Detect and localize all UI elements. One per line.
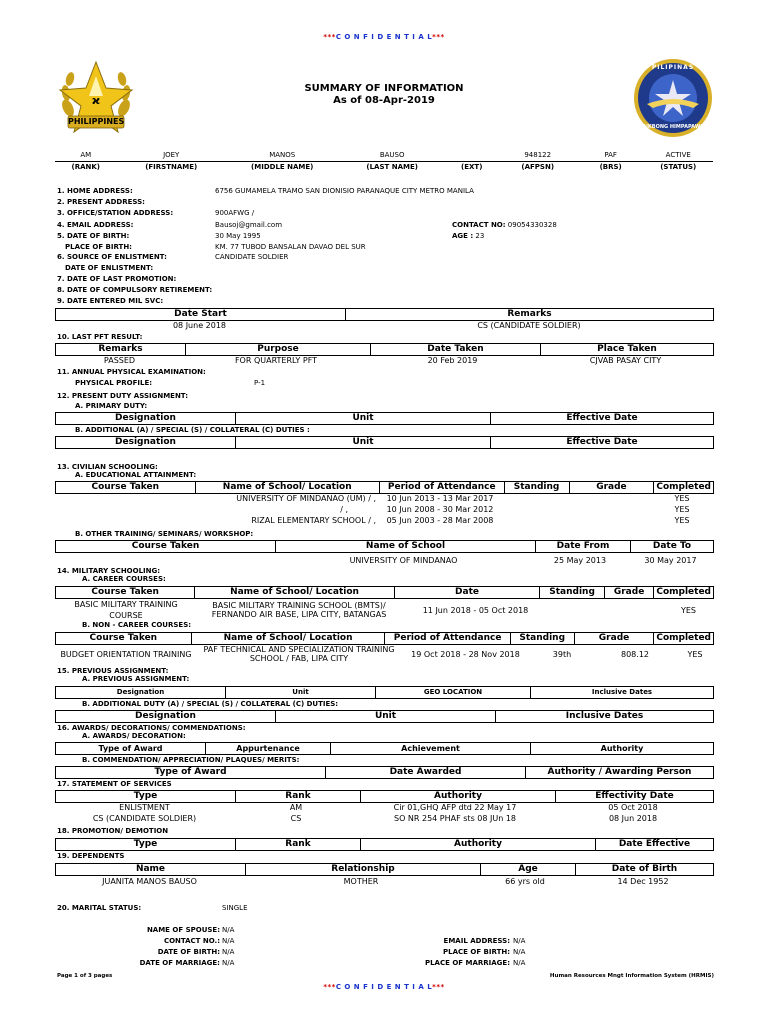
marriage-date-value: N/A bbox=[222, 959, 235, 967]
col-type: Type bbox=[56, 839, 236, 851]
col-designation: Designation bbox=[56, 711, 276, 723]
col-date-start: Date Start bbox=[56, 309, 346, 321]
col-course: Course Taken bbox=[56, 587, 195, 599]
awards-header bbox=[55, 742, 714, 755]
ext-value bbox=[446, 150, 498, 162]
email-value: Bausoj@gmail.com bbox=[215, 221, 283, 229]
email-label: 4. EMAIL ADDRESS: bbox=[57, 221, 134, 229]
cell: 66 yrs old bbox=[505, 877, 545, 886]
cell: CJVAB PASAY CITY bbox=[589, 356, 662, 365]
cell: BASIC MILITARY TRAINING COURSE bbox=[74, 600, 178, 620]
cell: / , bbox=[340, 505, 348, 514]
cell bbox=[55, 555, 274, 566]
col-unit: Unit bbox=[236, 413, 491, 425]
confidential-footer: ***C O N F I D E N T I A L*** bbox=[323, 983, 445, 991]
home-address-label: 1. HOME ADDRESS: bbox=[57, 187, 133, 195]
retire-label: 8. DATE OF COMPULSORY RETIREMENT: bbox=[57, 286, 213, 294]
cell: 08 June 2018 bbox=[172, 321, 227, 330]
cell: SO NR 254 PHAF sts 08 JUn 18 bbox=[393, 814, 517, 823]
col-type: Type of Award bbox=[56, 743, 206, 755]
duty-label: 12. PRESENT DUTY ASSIGNMENT: bbox=[57, 392, 189, 400]
col-designation: Designation bbox=[56, 437, 236, 449]
cell bbox=[566, 515, 650, 526]
prev-add-header bbox=[55, 710, 714, 723]
cell: YES bbox=[674, 516, 690, 525]
col-designation: Designation bbox=[56, 413, 236, 425]
awards-b-label: B. COMMENDATION/ APPRECIATION/ PLAQUES/ MERITS: bbox=[82, 756, 300, 764]
cell: PAF TECHNICAL AND SPECIALIZATION TRAINING SCHOOL / FAB, LIPA CITY bbox=[203, 645, 395, 663]
cell: 808.12 bbox=[621, 649, 649, 659]
cell: 20 Feb 2019 bbox=[427, 356, 478, 365]
other-training-label: B. OTHER TRAINING/ SEMINARS/ WORKSHOP: bbox=[75, 530, 254, 538]
edu-label: A. EDUCATIONAL ATTAINMENT: bbox=[75, 471, 197, 479]
page-subtitle: As of 08-Apr-2019 bbox=[333, 95, 435, 106]
col-authority: Authority bbox=[361, 791, 556, 803]
office-value: 900AFWG / bbox=[215, 209, 255, 217]
cell bbox=[566, 493, 650, 504]
spouse-email-value: N/A bbox=[513, 937, 526, 945]
age-label: AGE : bbox=[452, 232, 474, 240]
cell bbox=[55, 515, 194, 526]
career-header bbox=[55, 586, 714, 599]
cell: 05 Oct 2018 bbox=[608, 803, 658, 812]
spouse-contact-value: N/A bbox=[222, 937, 235, 945]
col-purpose: Purpose bbox=[186, 344, 371, 356]
rank-value: AM bbox=[80, 151, 92, 159]
col-completed: Completed bbox=[654, 633, 714, 645]
col-unit: Unit bbox=[236, 437, 491, 449]
spouse-value: N/A bbox=[222, 926, 235, 934]
table-row bbox=[55, 813, 714, 824]
pob-value: KM. 77 TUBOD BANSALAN DAVAO DEL SUR bbox=[215, 243, 366, 251]
contact-value: 09054330328 bbox=[507, 221, 557, 229]
col-date-effective: Date Effective bbox=[596, 839, 714, 851]
table-row bbox=[55, 802, 714, 813]
cell: MOTHER bbox=[343, 877, 379, 886]
cell: 25 May 2013 bbox=[553, 556, 607, 565]
mil-svc-label: 9. DATE ENTERED MIL SVC: bbox=[57, 297, 164, 305]
table-row bbox=[55, 493, 714, 504]
col-unit: Unit bbox=[276, 711, 496, 723]
spouse-pob-value: N/A bbox=[513, 948, 526, 956]
cell: Cir 01,GHQ AFP dtd 22 May 17 bbox=[393, 803, 517, 812]
contact-label: CONTACT NO: bbox=[452, 221, 506, 229]
col-school: Name of School/ Location bbox=[195, 587, 394, 599]
table-row bbox=[55, 515, 714, 526]
cell: UNIVERSITY OF MINDANAO (UM) / , bbox=[236, 494, 376, 503]
other-training-row bbox=[55, 555, 714, 566]
col-achievement: Achievement bbox=[331, 743, 531, 755]
col-remarks: Remarks bbox=[346, 309, 714, 321]
doe-label: DATE OF ENLISTMENT: bbox=[65, 264, 154, 272]
additional-duty-table bbox=[55, 436, 714, 449]
awards-a-label: A. AWARDS/ DECORATION: bbox=[82, 732, 186, 740]
spouse-email-label: EMAIL ADDRESS: bbox=[443, 937, 510, 945]
cell: 08 Jun 2018 bbox=[608, 814, 658, 823]
col-authority: Authority bbox=[361, 839, 596, 851]
lastname-value: BAUSO bbox=[379, 151, 405, 159]
spouse-pob-label: PLACE OF BIRTH: bbox=[443, 948, 510, 956]
col-completed: Completed bbox=[654, 587, 714, 599]
cell: CS (CANDIDATE SOLDIER) bbox=[477, 321, 581, 330]
table-row bbox=[55, 504, 714, 515]
edu-rows bbox=[55, 493, 714, 526]
afpsn-value: 948122 bbox=[524, 151, 552, 159]
logo-banner-text: PHILIPPINES bbox=[68, 117, 125, 126]
mil-svc-row bbox=[55, 320, 714, 331]
system-name: Human Resources Mngt Information System (HRMIS) bbox=[549, 973, 714, 979]
cell: 11 Jun 2018 - 05 Oct 2018 bbox=[422, 605, 529, 615]
cell bbox=[566, 504, 650, 515]
col-standing: Standing bbox=[540, 587, 604, 599]
middlename-value: MANOS bbox=[269, 151, 296, 159]
spouse-dob-label: DATE OF BIRTH: bbox=[157, 948, 220, 956]
cell bbox=[55, 504, 194, 515]
age-value: 23 bbox=[475, 232, 485, 240]
col-effective-date: Effective Date bbox=[491, 413, 714, 425]
cell: YES bbox=[687, 649, 703, 659]
col-remarks: Remarks bbox=[56, 344, 186, 356]
identity-table bbox=[55, 150, 713, 173]
col-course: Course Taken bbox=[56, 541, 276, 553]
firstname-value: JOEY bbox=[163, 151, 180, 159]
philippines-logo bbox=[56, 58, 136, 140]
cell bbox=[502, 504, 566, 515]
firstname-label: (FIRSTNAME) bbox=[145, 163, 198, 171]
cell: 05 Jun 2003 - 28 Mar 2008 bbox=[386, 516, 494, 525]
promotion-header bbox=[55, 838, 714, 851]
cell: UNIVERSITY OF MINDANAO bbox=[349, 556, 458, 565]
brs-label: (BRS) bbox=[599, 163, 622, 171]
dob-label: 5. DATE OF BIRTH: bbox=[57, 232, 130, 240]
office-label: 3. OFFICE/STATION ADDRESS: bbox=[57, 209, 174, 217]
col-date-awarded: Date Awarded bbox=[326, 767, 526, 779]
col-type: Type of Award bbox=[56, 767, 326, 779]
col-standing: Standing bbox=[504, 482, 569, 494]
marriage-place-label: PLACE OF MARRIAGE: bbox=[424, 959, 510, 967]
col-authority: Authority / Awarding Person bbox=[526, 767, 714, 779]
col-school: Name of School/ Location bbox=[195, 482, 379, 494]
rank-label: (RANK) bbox=[71, 163, 100, 171]
military-label: 14. MILITARY SCHOOLING: bbox=[57, 567, 161, 575]
col-school: Name of School/ Location bbox=[191, 633, 385, 645]
source-value: CANDIDATE SOLDIER bbox=[215, 253, 289, 261]
cell: CS (CANDIDATE SOLDIER) bbox=[92, 814, 197, 823]
other-training-header bbox=[55, 540, 714, 553]
air-force-seal bbox=[633, 58, 713, 138]
identity-values bbox=[55, 150, 713, 162]
cell: AM bbox=[289, 803, 303, 812]
col-relationship: Relationship bbox=[246, 864, 481, 876]
civil-label: 13. CIVILIAN SCHOOLING: bbox=[57, 463, 158, 471]
cell: BUDGET ORIENTATION TRAINING bbox=[60, 649, 192, 659]
status-label: (STATUS) bbox=[660, 163, 697, 171]
col-effectivity-date: Effectivity Date bbox=[556, 791, 714, 803]
cell: 10 Jun 2008 - 30 Mar 2012 bbox=[386, 505, 494, 514]
non-career-label: B. NON - CAREER COURSES: bbox=[82, 621, 192, 629]
cell bbox=[502, 515, 566, 526]
profile-value: P-1 bbox=[254, 379, 266, 387]
cell: 39th bbox=[552, 649, 572, 659]
cell: 10 Jun 2013 - 13 Mar 2017 bbox=[386, 494, 494, 503]
pft-row bbox=[55, 355, 714, 366]
promotion-label: 18. PROMOTION/ DEMOTION bbox=[57, 827, 169, 835]
profile-label: PHYSICAL PROFILE: bbox=[75, 379, 153, 387]
afpsn-label: (AFPSN) bbox=[521, 163, 555, 171]
seal-bottom-text: HUKBONG HIMPAPAWID bbox=[639, 124, 707, 130]
col-date-to: Date To bbox=[631, 541, 714, 553]
pob-label: PLACE OF BIRTH: bbox=[65, 243, 132, 251]
cell: JUANITA MANOS BAUSO bbox=[102, 877, 197, 886]
contact-field bbox=[452, 220, 557, 231]
pft-label: 10. LAST PFT RESULT: bbox=[57, 333, 143, 341]
marriage-date-label: DATE OF MARRIAGE: bbox=[139, 959, 220, 967]
cell bbox=[614, 599, 663, 621]
col-rank: Rank bbox=[236, 839, 361, 851]
col-date: Date bbox=[394, 587, 540, 599]
present-address-label: 2. PRESENT ADDRESS: bbox=[57, 198, 145, 206]
cell: 30 May 2017 bbox=[644, 556, 697, 565]
non-career-row bbox=[55, 645, 714, 663]
brs-value: PAF bbox=[604, 151, 617, 159]
identity-labels bbox=[55, 162, 713, 174]
col-period: Period of Attendance bbox=[385, 633, 510, 645]
cell: FOR QUARTERLY PFT bbox=[234, 356, 318, 365]
col-standing: Standing bbox=[510, 633, 574, 645]
col-authority: Authority bbox=[531, 743, 714, 755]
cell: YES bbox=[674, 494, 690, 503]
middlename-label: (MIDDLE NAME) bbox=[251, 163, 314, 171]
spouse-label: NAME OF SPOUSE: bbox=[146, 926, 220, 934]
col-inclusive-dates: Inclusive Dates bbox=[496, 711, 714, 723]
col-grade: Grade bbox=[604, 587, 654, 599]
cell: PASSED bbox=[103, 356, 136, 365]
cell: CS bbox=[290, 814, 302, 823]
confidential-header: ***C O N F I D E N T I A L*** bbox=[323, 33, 445, 41]
col-age: Age bbox=[481, 864, 576, 876]
awards-label: 16. AWARDS/ DECORATIONS/ COMMENDATIONS: bbox=[57, 724, 246, 732]
home-address-value: 6756 GUMAMELA TRAMO SAN DIONISIO PARANAQUE CITY METRO MANILA bbox=[215, 187, 474, 195]
spouse-contact-label: CONTACT NO.: bbox=[163, 937, 220, 945]
page-title: SUMMARY OF INFORMATION bbox=[304, 83, 464, 94]
last-promo-label: 7. DATE OF LAST PROMOTION: bbox=[57, 275, 177, 283]
previous-label: 15. PREVIOUS ASSIGNMENT: bbox=[57, 667, 169, 675]
col-rank: Rank bbox=[236, 791, 361, 803]
source-label: 6. SOURCE OF ENLISTMENT: bbox=[57, 253, 167, 261]
dependents-header bbox=[55, 863, 714, 876]
prev-add-label: B. ADDITIONAL DUTY (A) / SPECIAL (S) / COLLATERAL (C) DUTIES: bbox=[82, 700, 339, 708]
col-designation: Designation bbox=[56, 687, 226, 699]
col-name: Name bbox=[56, 864, 246, 876]
spouse-dob-value: N/A bbox=[222, 948, 235, 956]
col-unit: Unit bbox=[226, 687, 376, 699]
cell: YES bbox=[680, 605, 697, 615]
col-dob: Date of Birth bbox=[576, 864, 714, 876]
col-completed: Completed bbox=[654, 482, 714, 494]
col-date-taken: Date Taken bbox=[371, 344, 541, 356]
primary-duty-table bbox=[55, 412, 714, 425]
non-career-header bbox=[55, 632, 714, 645]
career-label: A. CAREER COURSES: bbox=[82, 575, 166, 583]
logo-symbol: ϰ bbox=[91, 94, 101, 107]
col-grade: Grade bbox=[569, 482, 654, 494]
cell: BASIC MILITARY TRAINING SCHOOL (BMTS)/ FERNANDO AIR BASE, LIPA CITY, BATANGAS bbox=[211, 601, 387, 619]
cell: 14 Dec 1952 bbox=[617, 877, 669, 886]
dependents-row bbox=[55, 876, 714, 887]
cell: YES bbox=[674, 505, 690, 514]
lastname-label: (LAST NAME) bbox=[366, 163, 418, 171]
ext-label: (EXT) bbox=[461, 163, 483, 171]
dob-value: 30 May 1995 bbox=[215, 232, 261, 240]
services-rows bbox=[55, 802, 714, 824]
commendation-header bbox=[55, 766, 714, 779]
col-period: Period of Attendance bbox=[379, 482, 504, 494]
services-label: 17. STATEMENT OF SERVICES bbox=[57, 780, 172, 788]
cell bbox=[55, 493, 194, 504]
col-course: Course Taken bbox=[56, 482, 196, 494]
additional-duty-label: B. ADDITIONAL (A) / SPECIAL (S) / COLLATERAL (C) DUTIES : bbox=[75, 426, 310, 434]
col-type: Type bbox=[56, 791, 236, 803]
col-inclusive-dates: Inclusive Dates bbox=[531, 687, 714, 699]
col-grade: Grade bbox=[574, 633, 654, 645]
cell bbox=[502, 493, 566, 504]
col-effective-date: Effective Date bbox=[491, 437, 714, 449]
age-field bbox=[452, 231, 484, 242]
ape-label: 11. ANNUAL PHYSICAL EXAMINATION: bbox=[57, 368, 206, 376]
cell bbox=[550, 599, 614, 621]
col-course: Course Taken bbox=[56, 633, 192, 645]
career-row bbox=[55, 599, 714, 621]
col-place-taken: Place Taken bbox=[541, 344, 714, 356]
prev-sub-label: A. PREVIOUS ASSIGNMENT: bbox=[82, 675, 190, 683]
marriage-place-value: N/A bbox=[513, 959, 526, 967]
seal-top-text: PILIPINAS bbox=[651, 64, 695, 71]
status-value: ACTIVE bbox=[665, 151, 691, 159]
cell: 19 Oct 2018 - 28 Nov 2018 bbox=[411, 649, 520, 659]
col-date-from: Date From bbox=[536, 541, 631, 553]
previous-header bbox=[55, 686, 714, 699]
cell: RIZAL ELEMENTARY SCHOOL / , bbox=[251, 516, 376, 525]
marital-label: 20. MARITAL STATUS: bbox=[57, 904, 142, 912]
col-geo-location: GEO LOCATION bbox=[376, 687, 531, 699]
cell: ENLISTMENT bbox=[119, 803, 170, 812]
col-school: Name of School bbox=[276, 541, 536, 553]
marital-value: SINGLE bbox=[222, 904, 248, 912]
primary-duty-label: A. PRIMARY DUTY: bbox=[75, 402, 148, 410]
col-appurtenance: Appurtenance bbox=[206, 743, 331, 755]
dependents-label: 19. DEPENDENTS bbox=[57, 852, 125, 860]
page-number: Page 1 of 3 pages bbox=[57, 973, 113, 979]
